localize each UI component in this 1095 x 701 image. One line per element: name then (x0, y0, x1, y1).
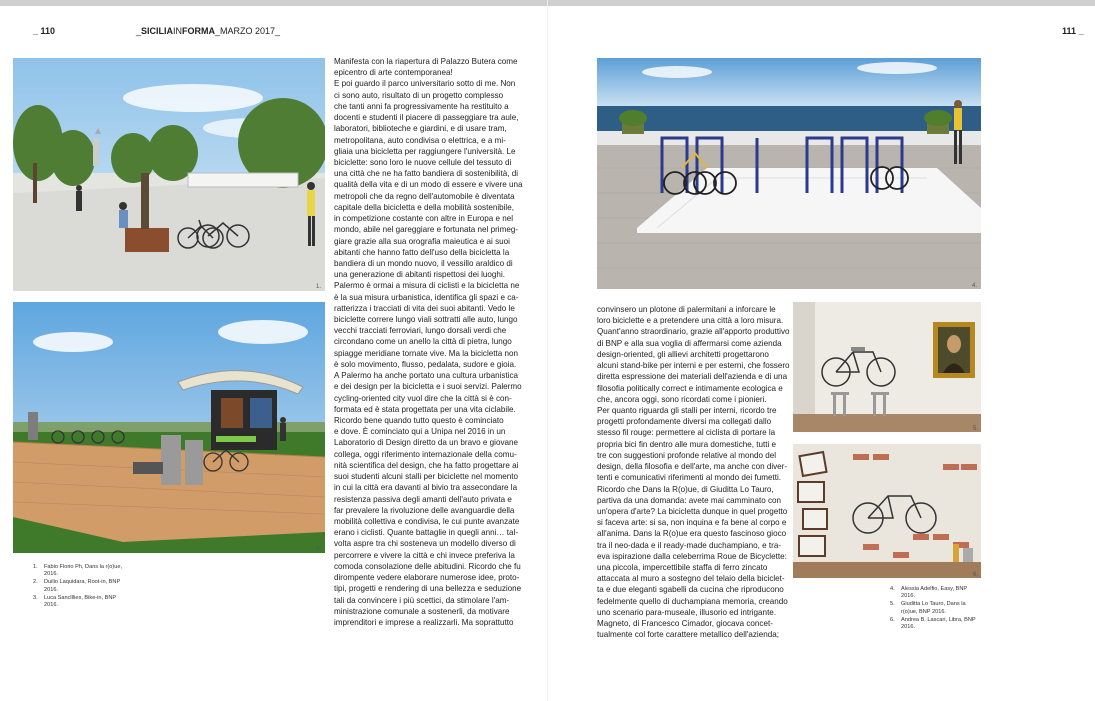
text-line: design, della filosofia e dell'arte, ma anche con diver- (597, 462, 788, 472)
text-line: biciclette: sono loro le nuove cellule del tessuto di (334, 157, 512, 167)
magazine-prefix: _ (136, 26, 142, 36)
text-line: design-oriented, gli allievi architetti progettarono (597, 349, 769, 359)
page-gutter (547, 0, 548, 701)
text-line: percorrere e vivere la città e chi invece preferiva la (334, 550, 515, 560)
caption-2 (33, 579, 143, 593)
photo-5-interior-wall-bike (793, 302, 981, 432)
text-line: abitanti che hanno fatto dell'uso della bicicletta la (334, 247, 510, 257)
magazine-name-in: IN (173, 26, 183, 36)
right-page-number: 111 _ (1062, 26, 1084, 36)
text-line: all'anima. Dans la R(o)ue era questo fascinoso gioco (597, 529, 787, 539)
text-line: ci sono auto, risultato di un progetto complesso (334, 90, 504, 100)
caption-number: 1. (33, 564, 38, 570)
text-line: comoda consolazione delle abitudini. Ricordo che fu (334, 561, 521, 571)
photo-1-number: 1. (316, 284, 322, 290)
text-line: ratterizza i tracciati di vita dei suoi abitanti. Vedo le (334, 303, 515, 313)
text-line: eva ispirazione dalla celeberrima Roue de Bicyclette: (597, 551, 787, 561)
text-line: metropolitana, auto condivisa o elettrica, e a mi- (334, 135, 506, 145)
text-line: epicentro di arte contemporanea! (334, 68, 453, 78)
text-line: tenti e comunicativi riferimenti al mondo dei fumetti. (597, 473, 781, 483)
text-line: laboratori, biblioteche e giardini, e di usare tram, (334, 124, 507, 134)
text-line: A Palermo ha anche portato una cultura urbanistica (334, 371, 519, 381)
photo-1-plaza-bike-rack (13, 58, 325, 291)
text-line: erano i ciclisti. Quante battaglie in quegli anni… tal- (334, 528, 519, 538)
text-line: Palermo è ormai a misura di ciclisti e la bicicletta ne (334, 281, 520, 291)
captions-right (890, 586, 990, 632)
text-line: Manifesta con la riapertura di Palazzo Butera come (334, 57, 518, 66)
photo-6-brick-wall-bike-shelves (793, 444, 981, 578)
text-line: mobilità collettiva e condivisa, le cui punte avanzate (334, 516, 520, 526)
photo-2-deck-bike-kiosk (13, 302, 325, 553)
text-line: collega, oggi riferimento internazionale della comu- (334, 449, 517, 459)
text-line: un'opera d'arte? La bicicletta dunque in quel progetto (597, 506, 788, 516)
text-line: Ricordo che Dans la R(o)ue, di Giuditta Lo Tauro, (597, 484, 774, 494)
article-column-left (334, 56, 539, 628)
text-line: bandiera di un mondo nuovo, il vessillo araldico di (334, 258, 513, 268)
text-line: volta aspre tra chi sosteneva un modello diverso di (334, 539, 516, 549)
photo-2-number: 2. (316, 546, 322, 552)
text-line: attaccata al muro a sostegno del telaio della biciclet- (597, 574, 785, 584)
text-line: alcuni stand-bike per interni e per esterni, che fossero (597, 361, 790, 371)
text-line: uno scenario para-museale, illusorio ed intrigante. (597, 607, 777, 617)
text-line: formata ed è stata progettata per una vita ciclabile. (334, 404, 516, 414)
text-line: tre con suggestioni profonde relative al mondo del (597, 450, 777, 460)
text-line: Per quanto riguarda gli stalli per interni, ricordo tre (597, 405, 777, 415)
text-line: docenti e studenti il piacere di passeggiare tra aule, (334, 113, 519, 123)
magazine-name-sicilia: SICILIA (141, 26, 174, 36)
text-line: Quant'anno straordinario, grazie all'apporto produttivo (597, 327, 790, 337)
caption-number: 6. (890, 616, 895, 623)
text-line: giare grazie alla sua orografia maieutica e ai suoi (334, 236, 510, 246)
caption-text: Duilio Laquidara, Root-in, BNP 2016. (44, 579, 121, 593)
text-line: spiagge meridiane tornate vive. Ma la bicicletta non (334, 348, 519, 358)
caption-number: 3. (33, 594, 38, 601)
photo-4-number: 4. (972, 283, 978, 289)
text-line: mondo, abile nel gareggiare e fortunata nel primeg- (334, 225, 519, 235)
photo-6-number: 6. (973, 572, 979, 578)
text-line: Ricordo bene quando tutto questo è cominciato (334, 416, 504, 425)
text-line: Magneto, di Francesco Cimador, giocava concet- (597, 619, 773, 629)
text-line: è la sua misura urbanistica, identifica gli spazi e ca- (334, 292, 519, 302)
text-line: far prevalere la rivoluzione delle avanguardie della (334, 505, 515, 515)
caption-text: Andrea B. Lascari, Libra, BNP 2016. (901, 616, 976, 631)
text-line: ministrazione comunale a sostenerli, da motivare (334, 606, 510, 616)
text-line: che, ancora oggi, sono ricordati come i pionieri. (597, 394, 767, 404)
text-line: partiva da una domanda: avete mai camminato con (597, 495, 782, 505)
caption-3 (33, 595, 143, 609)
text-line: tipi, progetti e rendering di una bellezza e seduzione (334, 584, 522, 594)
text-line: fedelmente quello di duchampiana memoria, creando (597, 596, 788, 606)
caption-5 (890, 601, 990, 615)
text-line: E poi guardo il parco universitario sotto di me. Non (334, 79, 516, 89)
text-line: circondano come un anello la città di pietra, lungo (334, 337, 512, 347)
text-line: suoi studenti alcuni stalli per biciclette nel momento (334, 472, 519, 482)
magazine-issue: _MARZO 2017_ (215, 26, 281, 36)
article-column-right (597, 304, 790, 641)
text-line: convinsero un plotone di palermitani a inforcare le (597, 305, 776, 314)
text-line: loro biciclette e a pretendere una città a loro misura. (597, 316, 784, 326)
caption-1 (33, 564, 143, 578)
text-line: una città che ne ha fatto bandiera di sostenibilità, di (334, 169, 519, 179)
text-line: biciclette correre lungo viali sottratti alle auto, lungo (334, 315, 518, 325)
text-line: di BNP e alla sua voglia di affermarsi come azienda (597, 338, 782, 348)
text-line: Laboratorio di Design diretto da un bravo e giovane (334, 438, 519, 448)
text-line: tra il neo-dada e il ready-made duchampiano, e tra- (597, 540, 782, 550)
caption-text: Alessia Adelfio, Easy, BNP 2016. (901, 586, 968, 600)
text-line: qualità della vita e di un modo di essere e vivere una (334, 180, 523, 190)
text-line: nità scientifica del design, che ha fatto progettare ai (334, 460, 519, 470)
captions-left (33, 564, 143, 610)
photo-4-seafront-bike-stand (597, 58, 981, 289)
text-line: resistenza passiva degli amanti dell'auto privata e (334, 494, 512, 504)
text-line: una generazione di abitanti rispettosi dei luoghi. (334, 270, 505, 280)
text-line: metropoli che da regno dell'automobile è diventata (334, 191, 515, 201)
magazine-name-forma: FORMA (182, 26, 216, 36)
caption-number: 2. (33, 579, 38, 586)
text-line: e dove. È cominciato qui a Unipa nel 2016 in un (334, 427, 506, 437)
text-line: imprenditori e imprese a realizzarli. Ma soprattutto (334, 617, 514, 627)
caption-number: 5. (890, 601, 895, 608)
text-line: capitale della bicicletta e della mobilità sostenibile, (334, 202, 514, 212)
text-line: una piccola, impercettibile staffa di ferro zincato (597, 563, 768, 573)
caption-text: Giuditta Lo Tauro, Dans la r(o)ue, BNP 2016. (901, 601, 966, 615)
text-line: stesso fil rouge: permettere al ciclista di portare la (597, 428, 776, 438)
caption-number: 4. (890, 586, 895, 592)
text-line: tali da convincere i più scettici, da stimolare l'am- (334, 595, 510, 605)
text-line: si faceva arte: si sa, non inquina e fa bene al corpo e (597, 518, 787, 528)
caption-4 (890, 586, 990, 600)
text-line: progetti profondamente diversi ma collegati dallo (597, 417, 772, 427)
text-line: in cui la città era davanti al bivio tra assecondare la (334, 483, 518, 493)
text-line: gliaia una bicicletta per raggiungere l'università. Le (334, 146, 516, 156)
text-line: cycling-oriented city vuol dire che la città si è con- (334, 393, 512, 403)
text-line: e dei design per la bicicletta e i suoi servizi. Palermo (334, 382, 522, 392)
text-line: diretta espressione dei materiali dell'azienda e di una (597, 372, 788, 382)
photo-5-number: 5. (973, 426, 979, 432)
left-page-number: _ 110 (33, 26, 56, 36)
text-line: ta e due eleganti sgabelli da cucina che riproducono (597, 585, 784, 595)
text-line: dirompente vedere elaborare numerose idee, proto- (334, 573, 520, 583)
text-line: vecchi tracciati ferroviari, lungo dorsali verdi che (334, 326, 507, 336)
caption-text: Fabio Florio Ph, Dans la r(o)ue, 2016. (44, 564, 123, 578)
text-line: in competizione costante con altre in Europa e nel (334, 214, 514, 224)
text-line: propria bici fin dentro alle mura domestiche, tutti e (597, 439, 777, 449)
magazine-running-header (136, 26, 280, 36)
caption-text: Luca Sanclllies, Bike-in, BNP 2016. (44, 594, 117, 609)
caption-6 (890, 617, 990, 631)
text-line: filosofia politically correct e intimamente ecologica e (597, 383, 783, 393)
text-line: tualmente col forte carattere metallico dell'azienda; (597, 630, 779, 640)
text-line: che tanti anni fa progressivamente ha restituito a (334, 101, 509, 111)
text-line: è solo movimento, flusso, pedalata, sudore e gioia. (334, 359, 517, 369)
